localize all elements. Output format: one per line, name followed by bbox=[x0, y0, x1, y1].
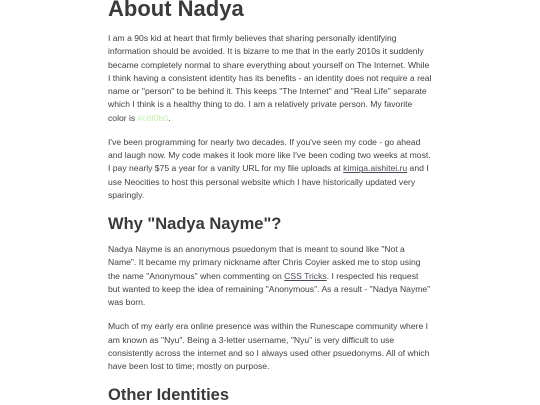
about-paragraph-2-end: and I use Neocities to host this personal website which I have historically updated very sparingly. bbox=[108, 163, 429, 200]
about-paragraph-1 bbox=[108, 32, 432, 125]
main-content bbox=[108, 0, 432, 405]
why-heading: Why "Nadya Nayme"? bbox=[108, 215, 282, 233]
favorite-color-value: #c8f0b0 bbox=[137, 112, 169, 123]
about-paragraph-2-text: I've been programming for nearly two decades. If you've seen my code - go ahead and laugh now. My code makes it look more like I've been coding two weeks at most. I pay nearly $75 a year for a vanity URL for my file uploads at bbox=[108, 136, 431, 174]
about-paragraph-1-text: I am a 90s kid at heart that firmly believes that sharing personally identifying information should be avoided. It is bizarre to me that in the early 2010s it suddenly became completely normal to share everything about yourself on The Internet. While I think having a consistent identity has its benefits - an identity does not require a real name or "person" to be behind it. This keeps "The Internet" and "Real Life" separate which I think is a healthy thing to do. I am a relatively private person. My favorite color is bbox=[108, 33, 432, 123]
other-identities-heading: Other Identities bbox=[108, 386, 230, 405]
css-tricks-link[interactable]: CSS Tricks bbox=[284, 270, 327, 281]
why-paragraph-1-text: Nadya Nayme is an anonymous psuedonym that is meant to sound like "Not a Name". It became my primary nickname after Chris Coyier asked me to stop using the name "Anonymous" when commenting on bbox=[108, 244, 421, 281]
why-paragraph-1-end: . I respected his request but wanted to keep the idea of remaining "Anonymous". As a result - "Nadya Nayme" was born. bbox=[108, 270, 431, 307]
why-paragraph-1 bbox=[108, 243, 432, 309]
about-paragraph-1-end: . bbox=[168, 112, 171, 123]
why-paragraph-2: Much of my early era online presence was within the Runescape community where I am known as "Nyu". Being a 3-letter username, "Nyu" is very difficult to use consistently across the internet and so I always used other psuedonyms. All of which have been lost to time; mostly on purpose. bbox=[108, 321, 430, 371]
about-heading: About Nadya bbox=[108, 0, 244, 21]
kimiga-link[interactable]: kimiga.aishitei.ru bbox=[343, 163, 408, 174]
about-paragraph-2 bbox=[108, 136, 432, 202]
